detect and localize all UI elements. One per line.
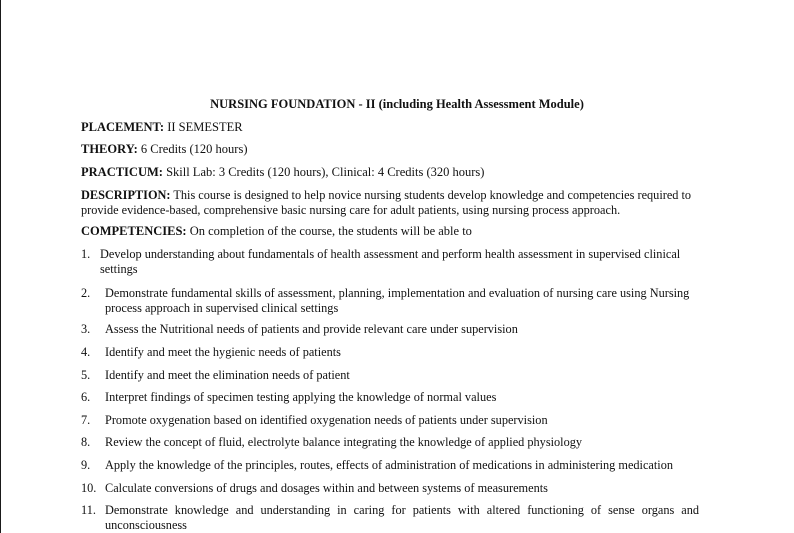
competencies-line: [81, 224, 472, 239]
page-left-border: [0, 0, 1, 533]
list-item-number: 5.: [81, 368, 91, 382]
list-item-text: Develop understanding about fundamentals of health assessment and perform health assessment in supervised clinical settings: [100, 247, 681, 276]
list-item-number: 2.: [81, 286, 91, 300]
list-item-text: Demonstrate knowledge and understanding in caring for patients with altered functioning of sense organs and unconsciousness: [105, 503, 699, 532]
list-item-number: 3.: [81, 322, 91, 336]
list-item-number: 9.: [81, 458, 91, 472]
practicum-line: [81, 165, 484, 180]
list-item-text: Review the concept of fluid, electrolyte balance integrating the knowledge of applied physiology: [105, 435, 583, 449]
competencies-value: On completion of the course, the students will be able to: [189, 224, 472, 238]
list-item-number: 6.: [81, 390, 91, 404]
placement-line: [81, 120, 243, 135]
description-paragraph: [81, 188, 713, 217]
document-title: NURSING FOUNDATION - II (including Health Assessment Module): [210, 97, 584, 111]
placement-label: PLACEMENT:: [81, 120, 165, 134]
placement-value: II SEMESTER: [167, 120, 243, 134]
competencies-label: COMPETENCIES:: [81, 224, 187, 238]
list-item-number: 8.: [81, 435, 91, 449]
practicum-value: Skill Lab: 3 Credits (120 hours), Clinical: 4 Credits (320 hours): [166, 165, 485, 179]
list-item-text: Promote oxygenation based on identified oxygenation needs of patients under supervision: [105, 413, 548, 427]
description-value: This course is designed to help novice nursing students develop knowledge and competencies required to provide evidence-based, comprehensive basic nursing care for adult patients, using nursing process approach.: [81, 188, 692, 217]
theory-label: THEORY:: [81, 142, 138, 156]
description-label: DESCRIPTION:: [81, 188, 171, 202]
list-item-number: 1.: [81, 247, 91, 261]
list-item-text: Calculate conversions of drugs and dosages within and between systems of measurements: [105, 481, 548, 495]
list-item-text: Apply the knowledge of the principles, routes, effects of administration of medications in administering medication: [105, 458, 674, 472]
list-item-number: 11.: [81, 503, 96, 517]
list-item-text: Identify and meet the elimination needs of patient: [105, 368, 350, 382]
list-item-text: Assess the Nutritional needs of patients and provide relevant care under supervision: [105, 322, 518, 336]
theory-line: [81, 142, 247, 157]
list-item-number: 10.: [81, 481, 97, 495]
list-item-text: Demonstrate fundamental skills of assessment, planning, implementation and evaluation of nursing care using Nursing process approach in supervised clinical settings: [105, 286, 690, 315]
list-item-text: Interpret findings of specimen testing applying the knowledge of normal values: [105, 390, 497, 404]
list-item-number: 7.: [81, 413, 91, 427]
practicum-label: PRACTICUM:: [81, 165, 163, 179]
theory-value: 6 Credits (120 hours): [140, 142, 248, 156]
list-item-text: Identify and meet the hygienic needs of patients: [105, 345, 341, 359]
list-item-number: 4.: [81, 345, 91, 359]
